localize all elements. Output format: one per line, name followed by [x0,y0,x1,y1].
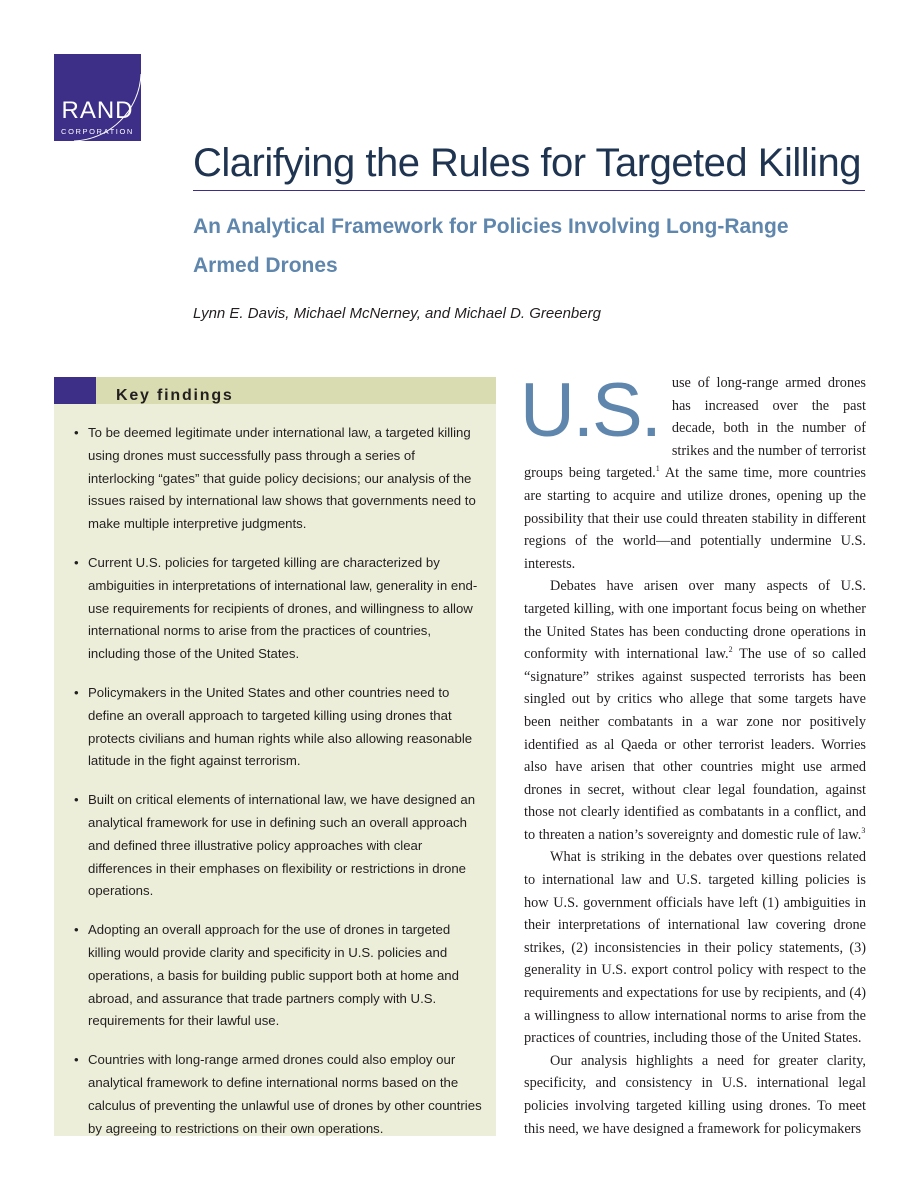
body-text: At the same time, more countries are starting to acquire and utilize drones, opening up the possibility that their use could threaten stability in different regions of the world—and potentially undermine U.S. interests. [524,465,866,572]
key-findings-box [54,377,496,1136]
footnote-ref[interactable]: 1 [655,464,660,474]
key-findings-title: Key findings [116,387,234,404]
key-finding-item: • Current U.S. policies for targeted killing are characterized by ambiguities in interpretations of international law, generality in end-use requirements for recipients of drones, and willingness to allow international norms to arise from the practices of countries, including those of the United States. [74,552,484,666]
key-finding-item: • Policymakers in the United States and other countries need to define an overall approach to targeted killing using drones that protects civilians and human rights while also allowing reasonable latitude in the fight against terrorism. [74,682,484,773]
logo-subtitle: CORPORATION [61,127,134,136]
body-paragraph-4: Our analysis highlights a need for greater clarity, specificity, and consistency in U.S. international legal policies involving targeted killing using drones. To meet this need, we have designed a framework for policymakers [524,1052,866,1137]
body-text: Debates have arisen over many aspects of U.S. targeted killing, with one important focus being on whether the United States has been conducting drone operations in conformity with international law. [524,578,866,663]
footnote-ref[interactable]: 3 [861,826,866,836]
key-findings-list [74,422,484,1156]
authors-line: Lynn E. Davis, Michael McNerney, and Michael D. Greenberg [193,305,601,322]
key-finding-item: • To be deemed legitimate under international law, a targeted killing using drones must successfully pass through a series of interlocking “gates” that guide policy decisions; our analysis of the issues raised by international law shows that governments need to make multiple interpretive judgments. [74,422,484,536]
title-divider [193,190,865,191]
key-findings-tab [54,377,96,404]
body-text: The use of so called “signature” strikes against suspected terrorists has been singled out by critics who allege that some targets have been neither combatants in a war zone nor positively identified as al Qaeda or other terrorist leaders. Worries also have arisen that other countries might use armed drones in secret, without clear legal foundation, against those not clearly identified as combatants in a conflict, and to threaten a nation’s sovereignty and domestic rule of law. [524,646,866,843]
logo-name: RAND [61,97,134,124]
key-finding-item: • Countries with long-range armed drones could also employ our analytical framework to define international norms based on the calculus of preventing the unlawful use of drones by other countries by agreeing to restrictions on their own operations. [74,1049,484,1140]
body-text: use of long-range armed drones has increased over the past decade, both in the number of strikes and the number of terrorist groups being targeted. [524,375,866,482]
drop-cap: U.S. [520,368,660,453]
body-paragraph-1 [520,368,866,575]
document-title: Clarifying the Rules for Targeted Killing [193,141,861,185]
body-text-column [520,368,866,1140]
key-finding-item: • Adopting an overall approach for the use of drones in targeted killing would provide clarity and specificity in U.S. policies and operations, a basis for building public support both at home and abroad, and assurance that trade partners comply with U.S. requirements for their lawful use. [74,919,484,1033]
key-finding-item: • Built on critical elements of international law, we have designed an analytical framework for use in defining such an overall approach and defined three illustrative policy approaches with clear differences in their emphases on flexibility or restrictions in drone operations. [74,789,484,903]
rand-logo [54,54,141,141]
footnote-ref[interactable]: 2 [728,645,733,655]
body-paragraph-3: What is striking in the debates over questions related to international law and U.S. targeted killing policies is how U.S. government officials have left (1) ambiguities in their interpretations of international law covering drone strikes, (2) inconsistencies in their policy statements, (3) generality in U.S. export control policy with respect to the requirements and expectations for use by recipients, and (4) a willingness to allow international norms to arise from the practices of countries, including those of the United States. [524,849,866,1047]
document-subtitle: An Analytical Framework for Policies Involving Long-Range Armed Drones [193,215,789,277]
body-paragraph-2 [524,575,866,846]
